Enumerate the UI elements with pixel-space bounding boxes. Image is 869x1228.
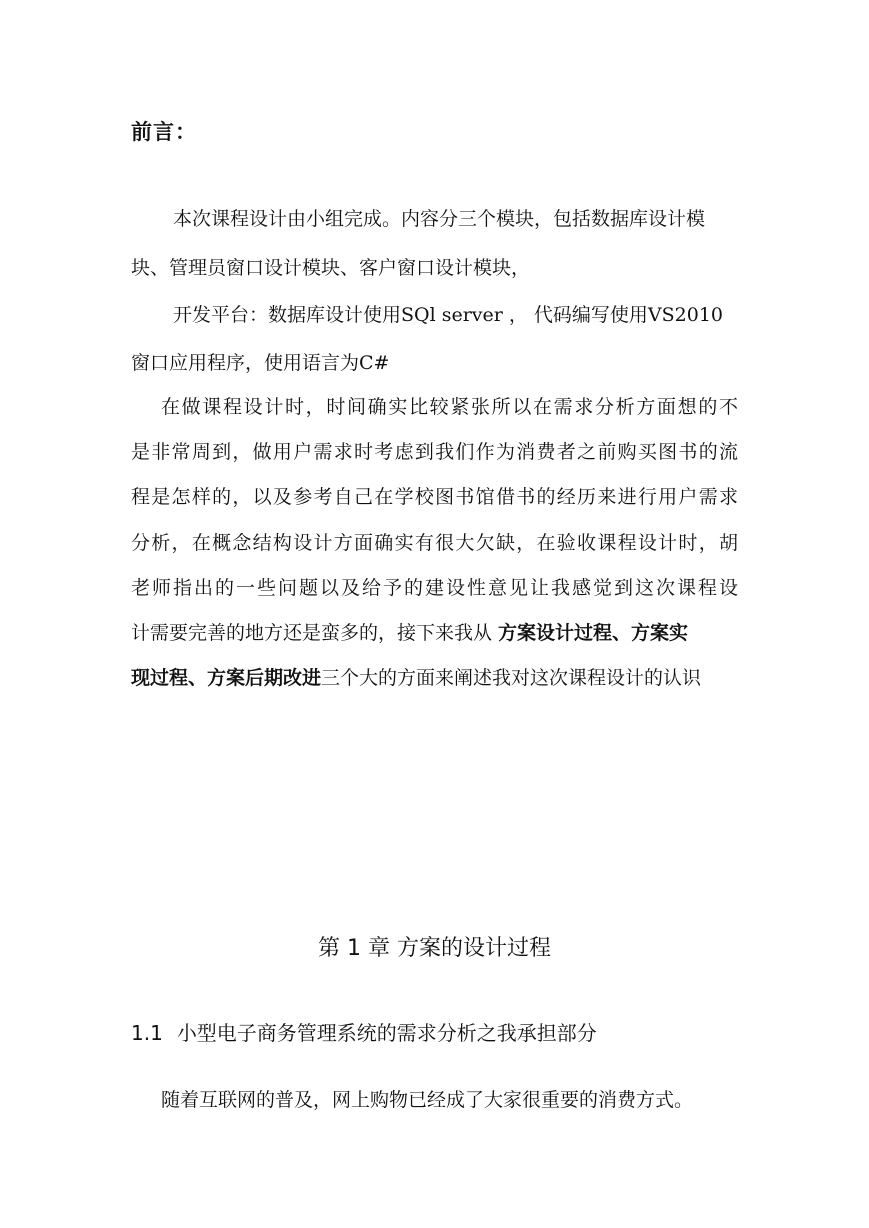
preface-paragraph-1-line-2: 块、管理员窗口设计模块、客户窗口设计模块， <box>131 257 531 279</box>
preface-paragraph-3-line-4: 分析，在概念结构设计方面确实有很大欠缺，在验收课程设计时，胡 <box>131 532 738 554</box>
preface-paragraph-3-line-3: 程是怎样的，以及参考自己在学校图书馆借书的经历来进行用户需求 <box>131 486 738 508</box>
preface-paragraph-3-line-1: 在做课程设计时，时间确实比较紧张所以在需求分析方面想的不 <box>161 396 738 418</box>
body-paragraph-1: 随着互联网的普及，网上购物已经成了大家很重要的消费方式。 <box>161 1089 694 1111</box>
preface-line-7-text: 三个大的方面来阐述我对这次课程设计的认识 <box>321 667 702 689</box>
preface-line-6-emphasis: 方案设计过程、方案实 <box>498 622 689 644</box>
section-heading <box>131 1019 597 1047</box>
section-title-text: 小型电子商务管理系统的需求分析之我承担部分 <box>176 1021 597 1045</box>
preface-paragraph-3-line-7 <box>131 666 738 690</box>
section-number: 1.1 <box>131 1021 163 1045</box>
preface-line-6-text: 计需要完善的地方还是蛮多的，接下来我从 <box>131 622 499 644</box>
chapter-title: 第 1 章 方案的设计过程 <box>318 936 551 961</box>
preface-heading: 前言： <box>131 120 197 144</box>
preface-paragraph-3-line-5: 老师指出的一些问题以及给予的建设性意见让我感觉到这次课程设 <box>131 577 738 599</box>
preface-line-7-emphasis: 现过程、方案后期改进 <box>131 667 322 689</box>
preface-paragraph-2-line-1: 开发平台：数据库设计使用SQl server ， 代码编写使用VS2010 <box>173 304 724 326</box>
preface-paragraph-3-line-2: 是非常周到，做用户需求时考虑到我们作为消费者之前购买图书的流 <box>131 441 738 463</box>
preface-paragraph-2-line-2: 窗口应用程序，使用语言为C# <box>131 352 390 374</box>
preface-paragraph-1-line-1: 本次课程设计由小组完成。内容分三个模块，包括数据库设计模 <box>173 208 706 230</box>
preface-paragraph-3-line-6 <box>131 621 738 645</box>
